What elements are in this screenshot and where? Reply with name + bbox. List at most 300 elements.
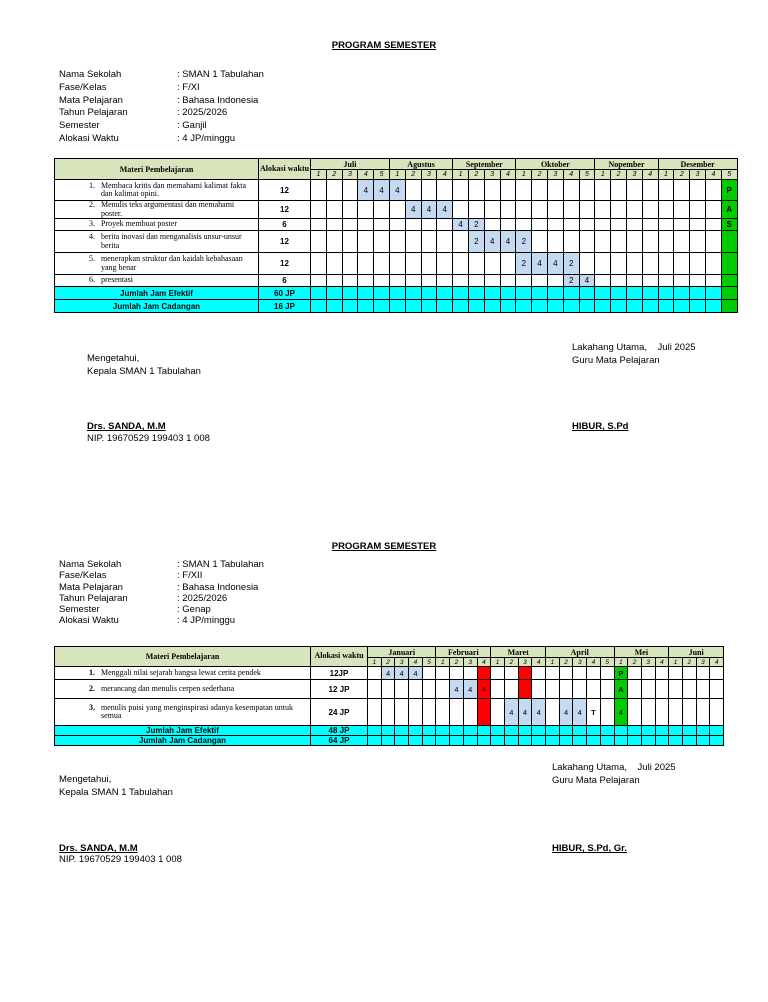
week-number: 2	[559, 658, 573, 667]
week-cell	[421, 287, 437, 300]
week-cell	[532, 231, 548, 253]
week-cell	[389, 287, 405, 300]
week-cell	[641, 667, 655, 680]
week-cell	[437, 180, 453, 201]
week-cell	[690, 180, 706, 201]
week-cell	[422, 699, 436, 726]
week-cell	[311, 253, 327, 275]
week-cell	[484, 253, 500, 275]
week-cell	[491, 736, 505, 746]
week-cell	[706, 253, 722, 275]
week-number: 2	[504, 658, 518, 667]
week-cell	[504, 667, 518, 680]
left-signature-block-2	[59, 774, 173, 799]
week-cell	[358, 300, 374, 313]
week-cell: 2	[468, 231, 484, 253]
week-cell	[326, 201, 342, 219]
week-cell	[311, 180, 327, 201]
info-value: : Ganjil	[177, 120, 207, 132]
week-cell	[491, 667, 505, 680]
week-cell	[450, 736, 464, 746]
week-cell	[405, 287, 421, 300]
week-cell	[504, 726, 518, 736]
week-number: 1	[546, 658, 560, 667]
info-label: Semester	[59, 604, 100, 616]
week-cell	[563, 219, 579, 231]
week-cell	[463, 667, 477, 680]
week-cell	[595, 300, 611, 313]
week-number: 3	[573, 658, 587, 667]
week-cell	[374, 219, 390, 231]
week-cell: 2	[516, 253, 532, 275]
week-number: 1	[436, 658, 450, 667]
week-cell	[532, 180, 548, 201]
week-cell	[547, 231, 563, 253]
week-number: 2	[326, 170, 342, 180]
week-cell	[518, 736, 532, 746]
info-value: : SMAN 1 Tabulahan	[177, 69, 264, 80]
info-value: : Genap	[177, 604, 211, 616]
week-cell	[721, 300, 737, 313]
week-cell: S	[721, 219, 737, 231]
week-cell	[641, 680, 655, 699]
week-cell	[696, 680, 710, 699]
week-number: 4	[358, 170, 374, 180]
week-number: 3	[395, 658, 409, 667]
week-number: 2	[532, 170, 548, 180]
week-cell: T	[587, 699, 601, 726]
week-number: 3	[421, 170, 437, 180]
week-cell	[690, 201, 706, 219]
week-number: 3	[547, 170, 563, 180]
week-cell	[690, 300, 706, 313]
week-cell	[468, 253, 484, 275]
week-number: 1	[453, 170, 469, 180]
week-cell	[579, 231, 595, 253]
week-cell	[311, 300, 327, 313]
principal-nip: NIP. 19670529 199403 1 008	[87, 433, 210, 444]
week-cell	[579, 300, 595, 313]
week-cell	[546, 726, 560, 736]
left-signature-block-1	[87, 353, 201, 378]
row-number: 1.	[89, 667, 95, 677]
week-cell	[381, 680, 395, 699]
week-cell	[600, 699, 614, 726]
week-cell	[368, 699, 382, 726]
week-cell	[381, 699, 395, 726]
total-value: 60 JP	[259, 287, 311, 300]
week-cell: 4	[559, 699, 573, 726]
info-label: Tahun Pelajaran	[59, 107, 128, 119]
week-cell	[600, 726, 614, 736]
week-cell	[611, 275, 627, 287]
total-row	[55, 287, 738, 300]
place-date: Lakahang Utama, Juli 2025	[552, 762, 676, 773]
week-number: 1	[669, 658, 683, 667]
week-cell: 4	[409, 667, 423, 680]
week-cell	[710, 680, 724, 699]
week-cell	[409, 736, 423, 746]
week-number: 2	[405, 170, 421, 180]
alokasi-cell: 12	[259, 253, 311, 275]
week-cell	[658, 219, 674, 231]
week-cell	[627, 201, 643, 219]
week-cell	[437, 300, 453, 313]
row-number: 3.	[89, 219, 95, 229]
week-cell: A	[614, 680, 628, 699]
week-cell	[532, 219, 548, 231]
row-number: 4.	[89, 232, 95, 242]
week-cell	[395, 726, 409, 736]
week-cell	[641, 726, 655, 736]
week-cell	[690, 219, 706, 231]
week-number: 1	[311, 170, 327, 180]
week-cell	[468, 180, 484, 201]
week-cell: 4	[547, 253, 563, 275]
principal-role: Kepala SMAN 1 Tabulahan	[87, 365, 201, 377]
principal-name: Drs. SANDA, M.M	[59, 843, 138, 854]
week-cell	[342, 180, 358, 201]
info-value: : SMAN 1 Tabulahan	[177, 559, 264, 570]
info-label: Mata Pelajaran	[59, 581, 123, 593]
week-number: 3	[641, 658, 655, 667]
materi-cell	[55, 667, 311, 680]
week-cell	[453, 231, 469, 253]
week-cell	[422, 667, 436, 680]
week-cell	[477, 667, 491, 680]
week-number: 3	[463, 658, 477, 667]
alokasi-cell: 6	[259, 275, 311, 287]
info-label: Semester	[59, 120, 100, 132]
week-cell	[532, 680, 546, 699]
week-cell	[595, 275, 611, 287]
materi-text: Membaca kritis dan memahami kalimat fakta dan kalimat opini.	[101, 180, 247, 198]
week-cell	[500, 201, 516, 219]
alokasi-cell: 12 JP	[311, 680, 368, 699]
right-signature-block-1	[572, 342, 696, 367]
week-cell	[453, 275, 469, 287]
week-number: 4	[642, 170, 658, 180]
week-cell	[595, 253, 611, 275]
week-cell	[484, 287, 500, 300]
week-cell	[696, 726, 710, 736]
week-cell: 4	[614, 699, 628, 726]
week-cell	[368, 726, 382, 736]
week-cell	[655, 667, 669, 680]
week-number: 3	[690, 170, 706, 180]
week-number: 3	[696, 658, 710, 667]
week-cell	[627, 231, 643, 253]
week-cell	[491, 680, 505, 699]
month-header: Januari	[368, 647, 436, 658]
month-header: Mei	[614, 647, 669, 658]
week-cell	[436, 667, 450, 680]
month-header: Agustus	[389, 159, 452, 170]
week-cell	[721, 275, 737, 287]
week-cell	[547, 180, 563, 201]
materi-text: Proyek membuat poster	[101, 219, 177, 229]
month-header: September	[453, 159, 516, 170]
week-cell	[389, 201, 405, 219]
week-cell: 4	[532, 699, 546, 726]
week-cell	[405, 275, 421, 287]
week-cell	[627, 180, 643, 201]
week-number: 1	[658, 170, 674, 180]
week-cell: 4	[395, 667, 409, 680]
week-cell	[358, 219, 374, 231]
week-cell	[342, 253, 358, 275]
week-cell	[504, 736, 518, 746]
month-header: Desember	[658, 159, 737, 170]
week-cell	[706, 201, 722, 219]
total-value: 48 JP	[311, 726, 368, 736]
table-row	[55, 201, 738, 219]
week-cell	[658, 201, 674, 219]
week-cell	[500, 300, 516, 313]
header-alokasi: Alokasi waktu	[259, 159, 311, 180]
week-number: 4	[655, 658, 669, 667]
week-cell	[682, 726, 696, 736]
week-cell	[579, 219, 595, 231]
week-cell	[374, 287, 390, 300]
week-cell	[690, 275, 706, 287]
week-cell	[342, 287, 358, 300]
week-cell	[573, 667, 587, 680]
week-cell	[587, 667, 601, 680]
week-cell	[422, 726, 436, 736]
school-info-1	[59, 69, 264, 146]
materi-text: merancang dan menulis cerpen sederhana	[101, 683, 235, 693]
page-title-2: PROGRAM SEMESTER	[331, 541, 437, 552]
alokasi-cell: 6	[259, 219, 311, 231]
week-cell	[405, 253, 421, 275]
table-row	[55, 180, 738, 201]
week-cell	[326, 219, 342, 231]
week-cell	[642, 219, 658, 231]
week-cell	[642, 253, 658, 275]
week-cell	[484, 300, 500, 313]
total-row	[55, 736, 724, 746]
week-number: 4	[437, 170, 453, 180]
week-cell	[342, 275, 358, 287]
week-cell	[421, 253, 437, 275]
week-cell	[311, 219, 327, 231]
week-cell	[421, 300, 437, 313]
week-cell	[614, 726, 628, 736]
week-cell	[436, 680, 450, 699]
week-number: 4	[587, 658, 601, 667]
week-cell	[721, 231, 737, 253]
week-cell	[468, 201, 484, 219]
week-cell	[628, 699, 642, 726]
week-cell	[342, 300, 358, 313]
month-header: Juli	[311, 159, 390, 170]
week-cell	[358, 201, 374, 219]
materi-cell	[55, 680, 311, 699]
week-cell	[421, 219, 437, 231]
table-row	[55, 253, 738, 275]
materi-cell	[55, 201, 259, 219]
week-cell	[674, 287, 690, 300]
week-cell	[658, 253, 674, 275]
materi-text: Menggali nilai sejarah bangsa lewat cerita pendek	[101, 667, 261, 677]
week-cell	[674, 275, 690, 287]
week-cell	[595, 180, 611, 201]
alokasi-cell: 12	[259, 180, 311, 201]
week-cell	[389, 231, 405, 253]
row-number: 2.	[89, 683, 95, 693]
week-cell	[450, 667, 464, 680]
week-cell	[559, 726, 573, 736]
week-cell: 4	[389, 180, 405, 201]
table-row	[55, 699, 724, 726]
week-cell	[326, 300, 342, 313]
week-number: 5	[600, 658, 614, 667]
week-cell	[628, 726, 642, 736]
week-cell	[463, 699, 477, 726]
week-cell	[342, 219, 358, 231]
week-cell	[453, 300, 469, 313]
week-cell	[516, 287, 532, 300]
week-cell	[641, 699, 655, 726]
week-cell: 4	[504, 699, 518, 726]
week-cell	[595, 219, 611, 231]
week-cell	[669, 680, 683, 699]
week-cell: P	[721, 180, 737, 201]
week-cell	[389, 253, 405, 275]
week-cell	[674, 201, 690, 219]
week-cell	[518, 726, 532, 736]
week-cell	[655, 680, 669, 699]
week-cell	[721, 287, 737, 300]
week-cell	[627, 219, 643, 231]
week-cell	[532, 667, 546, 680]
week-number: 1	[516, 170, 532, 180]
week-number: 4	[477, 658, 491, 667]
week-cell	[422, 736, 436, 746]
week-cell	[595, 231, 611, 253]
week-cell	[600, 680, 614, 699]
week-cell	[706, 219, 722, 231]
table-row	[55, 680, 724, 699]
week-cell: 4	[453, 219, 469, 231]
week-cell	[682, 680, 696, 699]
week-number: 5	[422, 658, 436, 667]
week-cell	[453, 287, 469, 300]
week-cell	[710, 699, 724, 726]
week-cell	[546, 736, 560, 746]
teacher-role: Guru Mata Pelajaran	[572, 354, 660, 366]
week-cell	[579, 287, 595, 300]
week-cell	[477, 699, 491, 726]
week-number: 3	[342, 170, 358, 180]
week-cell: 4	[374, 180, 390, 201]
week-cell	[389, 275, 405, 287]
week-cell	[436, 699, 450, 726]
week-cell: 4	[358, 180, 374, 201]
week-cell	[674, 300, 690, 313]
week-cell: 2	[516, 231, 532, 253]
week-cell	[437, 275, 453, 287]
week-number: 2	[628, 658, 642, 667]
week-cell	[405, 219, 421, 231]
week-cell	[682, 699, 696, 726]
week-cell	[326, 231, 342, 253]
week-cell	[546, 667, 560, 680]
week-cell	[484, 219, 500, 231]
week-cell	[436, 726, 450, 736]
week-cell	[706, 275, 722, 287]
week-cell	[595, 287, 611, 300]
header-materi: Materi Pembelajaran	[55, 647, 311, 667]
week-cell	[463, 736, 477, 746]
week-cell	[516, 219, 532, 231]
teacher-name: HIBUR, S.Pd, Gr.	[552, 843, 627, 854]
week-cell	[532, 201, 548, 219]
principal-nip: NIP. 19670529 199403 1 008	[59, 854, 182, 865]
week-cell	[563, 201, 579, 219]
week-cell	[669, 736, 683, 746]
week-cell	[642, 300, 658, 313]
week-cell	[573, 726, 587, 736]
materi-cell	[55, 699, 311, 726]
week-cell: 4	[405, 201, 421, 219]
week-number: 1	[614, 658, 628, 667]
week-cell	[690, 253, 706, 275]
week-cell	[563, 180, 579, 201]
month-header: Maret	[491, 647, 546, 658]
week-cell	[311, 201, 327, 219]
info-value: : 4 JP/minggu	[177, 132, 236, 144]
week-number: 4	[409, 658, 423, 667]
week-cell	[658, 231, 674, 253]
week-number: 4	[500, 170, 516, 180]
week-cell	[374, 253, 390, 275]
week-cell	[655, 699, 669, 726]
info-value: : Bahasa Indonesia	[177, 581, 259, 593]
principal-role: Kepala SMAN 1 Tabulahan	[59, 786, 173, 798]
week-cell	[516, 201, 532, 219]
teacher-role: Guru Mata Pelajaran	[552, 774, 640, 786]
week-cell	[658, 287, 674, 300]
week-cell	[421, 231, 437, 253]
week-cell	[500, 287, 516, 300]
week-cell	[358, 253, 374, 275]
week-cell	[500, 275, 516, 287]
week-cell	[381, 736, 395, 746]
week-cell: A	[721, 201, 737, 219]
week-number: 3	[627, 170, 643, 180]
materi-text: berita inovasi dan menganalisis unsur-unsur berita	[101, 232, 242, 250]
week-cell	[690, 287, 706, 300]
materi-text: Menulis teks argumentasi dan memahami poster.	[101, 200, 235, 218]
alokasi-cell: 24 JP	[311, 699, 368, 726]
week-cell	[573, 680, 587, 699]
week-cell: 4	[484, 231, 500, 253]
week-cell	[547, 201, 563, 219]
week-number: 4	[710, 658, 724, 667]
week-cell	[611, 287, 627, 300]
right-signature-block-2	[552, 762, 676, 787]
week-cell	[611, 219, 627, 231]
week-number: 4	[706, 170, 722, 180]
week-cell: 4	[532, 253, 548, 275]
week-cell	[674, 231, 690, 253]
week-cell	[655, 726, 669, 736]
week-cell	[516, 180, 532, 201]
week-cell	[627, 287, 643, 300]
info-label: Mata Pelajaran	[59, 94, 123, 106]
